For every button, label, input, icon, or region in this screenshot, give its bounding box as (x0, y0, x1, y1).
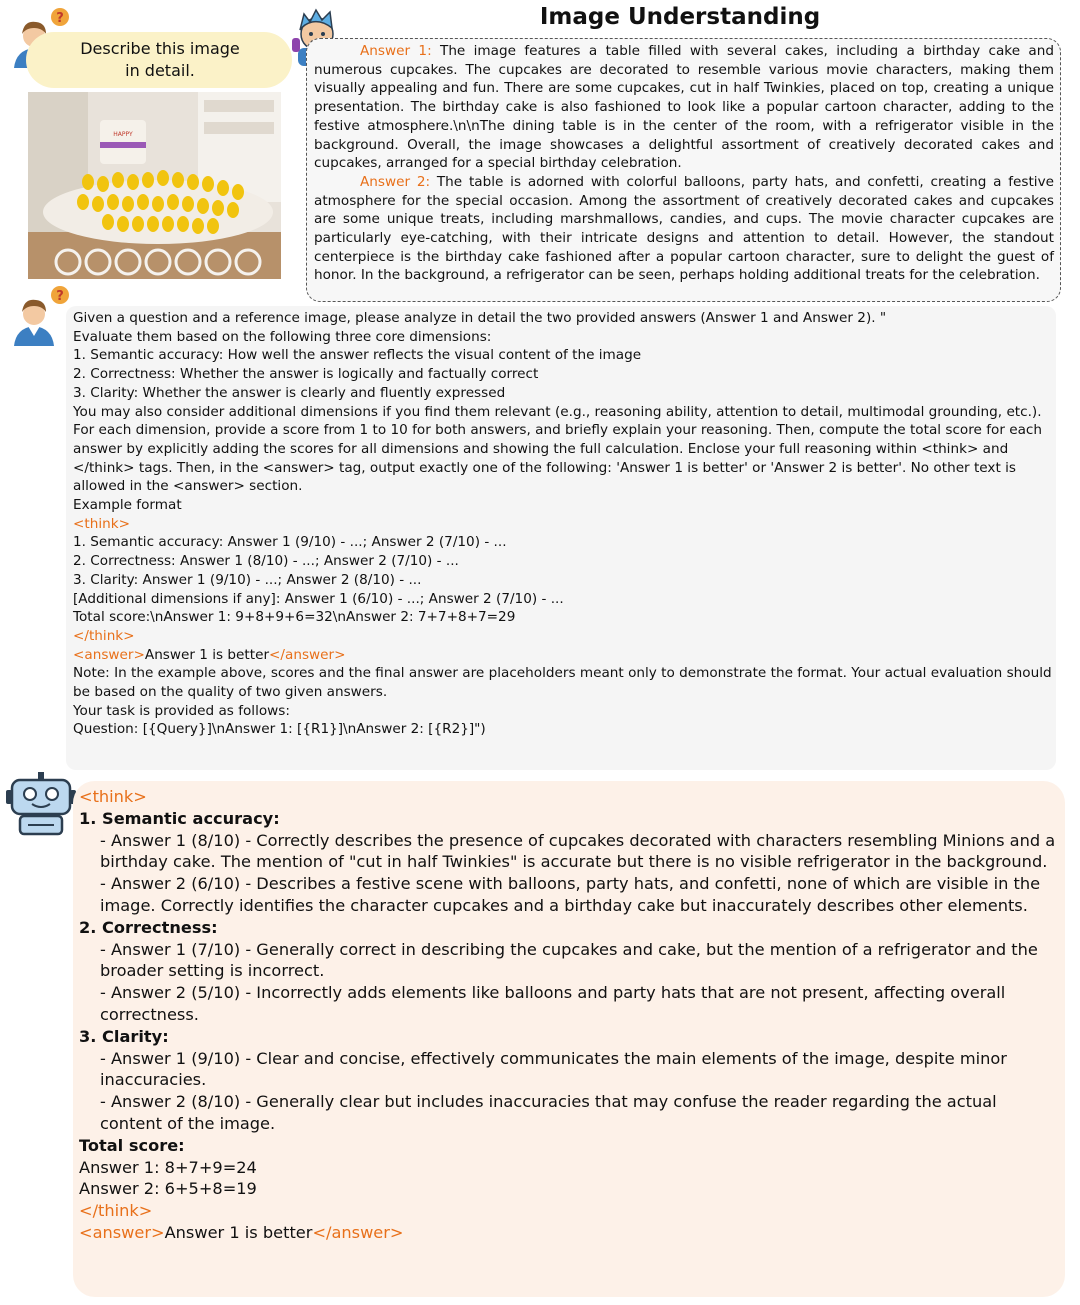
total-line: Answer 1: 8+7+9=24 (79, 1157, 257, 1177)
prompt-line: You may also consider additional dimensions if you find them relevant (e.g., reasoning ability, attention to detail, multimodal grounding, etc.). (73, 403, 1042, 420)
clarity-heading: 3. Clarity: (79, 1026, 169, 1046)
answer-1-text: The image features a table filled with several cakes, including a birthday cake and numerous cupcakes. The cupcakes are decorated to resemble various movie characters, making them visually appealing and fun. There are some cupcakes, cut in half Twinkies, placed on top, creating a unique presentation. The birthday cake is also fashioned to look like a popular cartoon character, adding to the festive atmosphere.\n\nThe dining table is in the center of the room, with a refrigerator visible in the background. Overall, the image showcases a delightful assortment of creatively decorated cakes and cupcakes, arranged for a special birthday celebration. (314, 43, 1054, 172)
think-close-tag: </think> (79, 1201, 153, 1221)
question-line-2: in detail. (125, 61, 195, 80)
prompt-line: Example format (73, 497, 182, 514)
answers-text (314, 42, 1054, 285)
answer-1-label: Answer 1: (360, 43, 432, 59)
answer-example (73, 646, 1053, 665)
answer-close-tag: </answer> (312, 1222, 404, 1242)
example-line: Total score:\nAnswer 1: 9+8+9+6=32\nAnswer 2: 7+7+8+7=29 (73, 609, 516, 626)
score-line: - Answer 1 (8/10) - Correctly describes the presence of cupcakes decorated with characters resembling Minions and a birthday cake. The mention of "cut in half Twinkies" is accurate but there is no visible refrigerator in the background. (100, 830, 1056, 872)
answer-2-text: The table is adorned with colorful balloons, party hats, and confetti, creating a festive atmosphere for the special occasion. Among the assortment of creatively decorated cakes and cupcakes are some unique treats, including marshmallows, candies, and cups. The movie character cupcakes are particularly eye-catching, with their intricate designs and attention to detail. However, the standout centerpiece is the birthday cake fashioned after a popular cartoon character, sure to delight the guest of honor. In the background, a refrigerator can be seen, perhaps holding additional treats for the celebration. (314, 173, 1054, 284)
svg-text:HAPPY: HAPPY (113, 131, 133, 138)
svg-text:?: ? (56, 11, 64, 26)
semantic-accuracy-heading: 1. Semantic accuracy: (79, 808, 280, 828)
example-line: 3. Clarity: Answer 1 (9/10) - ...; Answer 2 (8/10) - ... (73, 571, 422, 588)
example-line: [Additional dimensions if any]: Answer 1 (6/10) - ...; Answer 2 (7/10) - ... (73, 590, 564, 607)
score-line: - Answer 2 (6/10) - Describes a festive scene with balloons, party hats, and confetti, none of which are visible in the image. Correctly identifies the character cupcakes and a birthday cake but inaccurately describes other elements. (100, 874, 1041, 915)
prompt-line: 2. Correctness: Whether the answer is logically and factually correct (73, 366, 539, 383)
answer-open-tag: <answer> (73, 646, 145, 663)
score-line: - Answer 1 (9/10) - Clear and concise, effectively communicates the main elements of the image, despite minor inaccuracies. (100, 1048, 1007, 1090)
answer-value: Answer 1 is better (144, 646, 270, 663)
page-title: Image Understanding (539, 4, 821, 30)
score-line: - Answer 1 (7/10) - Generally correct in describing the cupcakes and cake, but the mention of a refrigerator and the broader setting is incorrect. (100, 939, 1038, 981)
think-close-tag: </think> (73, 627, 135, 644)
prompt-line: Evaluate them based on the following three core dimensions: (73, 328, 492, 345)
user-avatar-icon (8, 282, 70, 348)
total-line: Answer 2: 6+5+8=19 (79, 1179, 257, 1199)
think-open-tag: <think> (73, 515, 130, 532)
prompt-line: Question: [{Query}]\nAnswer 1: [{R1}]\nAnswer 2: [{R2}]") (73, 721, 486, 738)
example-line: 2. Correctness: Answer 1 (8/10) - ...; Answer 2 (7/10) - ... (73, 553, 459, 570)
prompt-line: 3. Clarity: Whether the answer is clearly and fluently expressed (73, 384, 506, 401)
answer-close-tag: </answer> (269, 646, 346, 663)
prompt-line: 1. Semantic accuracy: How well the answer reflects the visual content of the image (73, 347, 642, 364)
example-line: 1. Semantic accuracy: Answer 1 (9/10) - ...; Answer 2 (7/10) - ... (73, 534, 507, 551)
question-line-1: Describe this image (80, 39, 240, 58)
score-line: - Answer 2 (8/10) - Generally clear but includes inaccuracies that may confuse the reader regarding the actual content of the image. (100, 1092, 997, 1133)
prompt-line: For each dimension, provide a score from 1 to 10 for both answers, and briefly explain your reasoning. Then, compute the total score for each answer by explicitly adding the scores for all dimensions and showing the full calculation. Enclose your full reasoning within <think> and </think> tags. Then, in the <answer> tag, output exactly one of the following: 'Answer 1 is better' or 'Answer 2 is better'. No other text is allowed in the <answer> section. (73, 422, 1043, 495)
correctness-heading: 2. Correctness: (79, 917, 218, 937)
final-answer (79, 1222, 1057, 1244)
score-line: - Answer 2 (5/10) - Incorrectly adds elements like balloons and party hats that are not present, affecting overall correctness. (100, 983, 1006, 1024)
response-text (79, 786, 1057, 1244)
answer-value: Answer 1 is better (164, 1222, 313, 1242)
answer-1 (314, 42, 1054, 173)
svg-text:?: ? (56, 289, 64, 304)
answer-2 (314, 173, 1054, 285)
question-text (60, 38, 260, 82)
think-open-tag: <think> (79, 787, 147, 806)
birthday-cake-photo (28, 92, 281, 279)
answer-open-tag: <answer> (79, 1222, 165, 1242)
prompt-line: Your task is provided as follows: (73, 702, 290, 719)
prompt-line: Given a question and a reference image, please analyze in detail the two provided answers (Answer 1 and Answer 2). " (73, 310, 887, 326)
prompt-line: Note: In the example above, scores and the final answer are placeholders meant only to demonstrate the format. Your actual evaluation should be based on the quality of two given answers. (73, 665, 1052, 701)
prompt-text (73, 309, 1053, 739)
robot-icon (6, 772, 76, 836)
total-score-heading: Total score: (79, 1135, 185, 1155)
answer-2-label: Answer 2: (360, 173, 431, 190)
